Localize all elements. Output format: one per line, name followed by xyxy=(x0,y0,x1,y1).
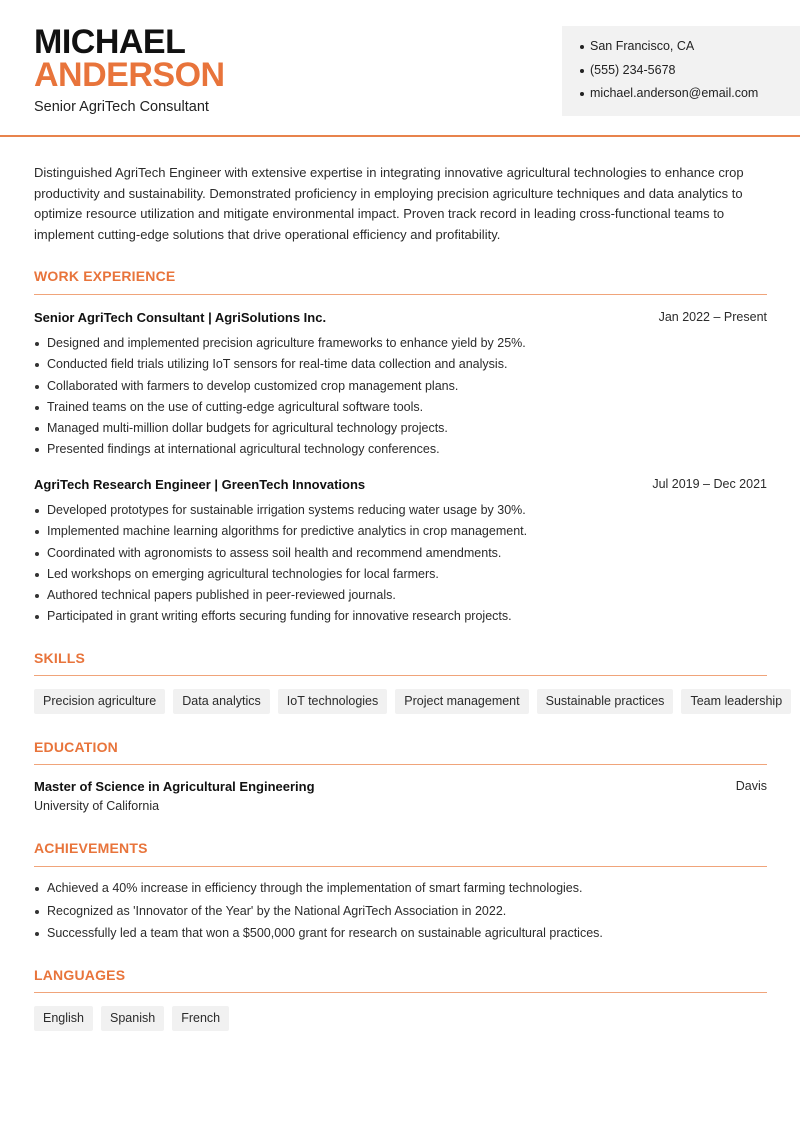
skill-chip: Data analytics xyxy=(173,689,270,714)
education-degree: Master of Science in Agricultural Engineering xyxy=(34,779,315,794)
section-title-achievements: ACHIEVEMENTS xyxy=(34,840,148,856)
summary-paragraph: Distinguished AgriTech Engineer with extensive expertise in integrating innovative agricultural technologies to enhance crop productivity and sustainability. Demonstrated proficiency in employing precision agriculture techniques and data analytics to optimize resource utilization and mitigate environmental impact. Proven track record in leading cross-functional teams to implement cutting-edge solutions that drive operational efficiency and profitability. xyxy=(34,165,744,242)
first-name: MICHAEL xyxy=(34,23,186,61)
education-school: University of California xyxy=(34,799,160,813)
list-item: Developed prototypes for sustainable irrigation systems reducing water usage by 30%. xyxy=(34,502,767,523)
section-divider xyxy=(34,866,767,867)
section-title-education: EDUCATION xyxy=(34,739,118,755)
job-bullets xyxy=(34,502,767,630)
list-item: Led workshops on emerging agricultural technologies for local farmers. xyxy=(34,566,767,587)
education-location: Davis xyxy=(735,779,767,793)
section-title-skills: SKILLS xyxy=(34,650,85,666)
job-date: Jan 2022 – Present xyxy=(658,310,767,324)
skill-chip: Project management xyxy=(395,689,528,714)
list-item: Successfully led a team that won a $500,000 grant for research on sustainable agricultural practices. xyxy=(34,925,767,948)
section-divider xyxy=(34,675,767,676)
list-item: Implemented machine learning algorithms for predictive analytics in crop management. xyxy=(34,523,767,544)
skill-chip: Team leadership xyxy=(681,689,791,714)
section-divider xyxy=(34,992,767,993)
list-item: Authored technical papers published in peer-reviewed journals. xyxy=(34,587,767,608)
list-item: Conducted field trials utilizing IoT sensors for real-time data collection and analysis. xyxy=(34,356,767,377)
job-bullets xyxy=(34,335,767,463)
contact-phone: (555) 234-5678 xyxy=(580,62,800,86)
job-header xyxy=(34,477,767,492)
language-chip: Spanish xyxy=(101,1006,164,1031)
list-item: Achieved a 40% increase in efficiency through the implementation of smart farming technologies. xyxy=(34,880,767,903)
job-role: Senior AgriTech Consultant | AgriSolutions Inc. xyxy=(34,310,327,325)
contact-location: San Francisco, CA xyxy=(580,38,800,62)
section-divider xyxy=(34,294,767,295)
list-item: Trained teams on the use of cutting-edge agricultural software tools. xyxy=(34,399,767,420)
skill-chip: Sustainable practices xyxy=(537,689,674,714)
job-role: AgriTech Research Engineer | GreenTech Innovations xyxy=(34,477,366,492)
list-item: Managed multi-million dollar budgets for agricultural technology projects. xyxy=(34,420,767,441)
list-item: Participated in grant writing efforts securing funding for innovative research projects. xyxy=(34,608,767,629)
section-divider xyxy=(34,764,767,765)
list-item: Collaborated with farmers to develop customized crop management plans. xyxy=(34,378,767,399)
section-title-work: WORK EXPERIENCE xyxy=(34,268,176,284)
section-title-languages: LANGUAGES xyxy=(34,967,126,983)
job-header xyxy=(34,310,767,325)
list-item: Presented findings at international agricultural technology conferences. xyxy=(34,441,767,462)
skill-chip: IoT technologies xyxy=(278,689,388,714)
contact-box xyxy=(562,26,800,116)
contact-email: michael.anderson@email.com xyxy=(580,85,800,109)
skills-list xyxy=(34,689,791,714)
last-name: ANDERSON xyxy=(34,56,225,94)
language-chip: French xyxy=(172,1006,229,1031)
job-date: Jul 2019 – Dec 2021 xyxy=(652,477,767,491)
language-chip: English xyxy=(34,1006,93,1031)
list-item: Recognized as 'Innovator of the Year' by the National AgriTech Association in 2022. xyxy=(34,903,767,926)
resume-header xyxy=(0,0,800,137)
skill-chip: Precision agriculture xyxy=(34,689,165,714)
list-item: Designed and implemented precision agriculture frameworks to enhance yield by 25%. xyxy=(34,335,767,356)
list-item: Coordinated with agronomists to assess soil health and recommend amendments. xyxy=(34,545,767,566)
languages-list xyxy=(34,1006,229,1031)
job-title: Senior AgriTech Consultant xyxy=(34,99,209,115)
achievements-list xyxy=(34,880,767,948)
